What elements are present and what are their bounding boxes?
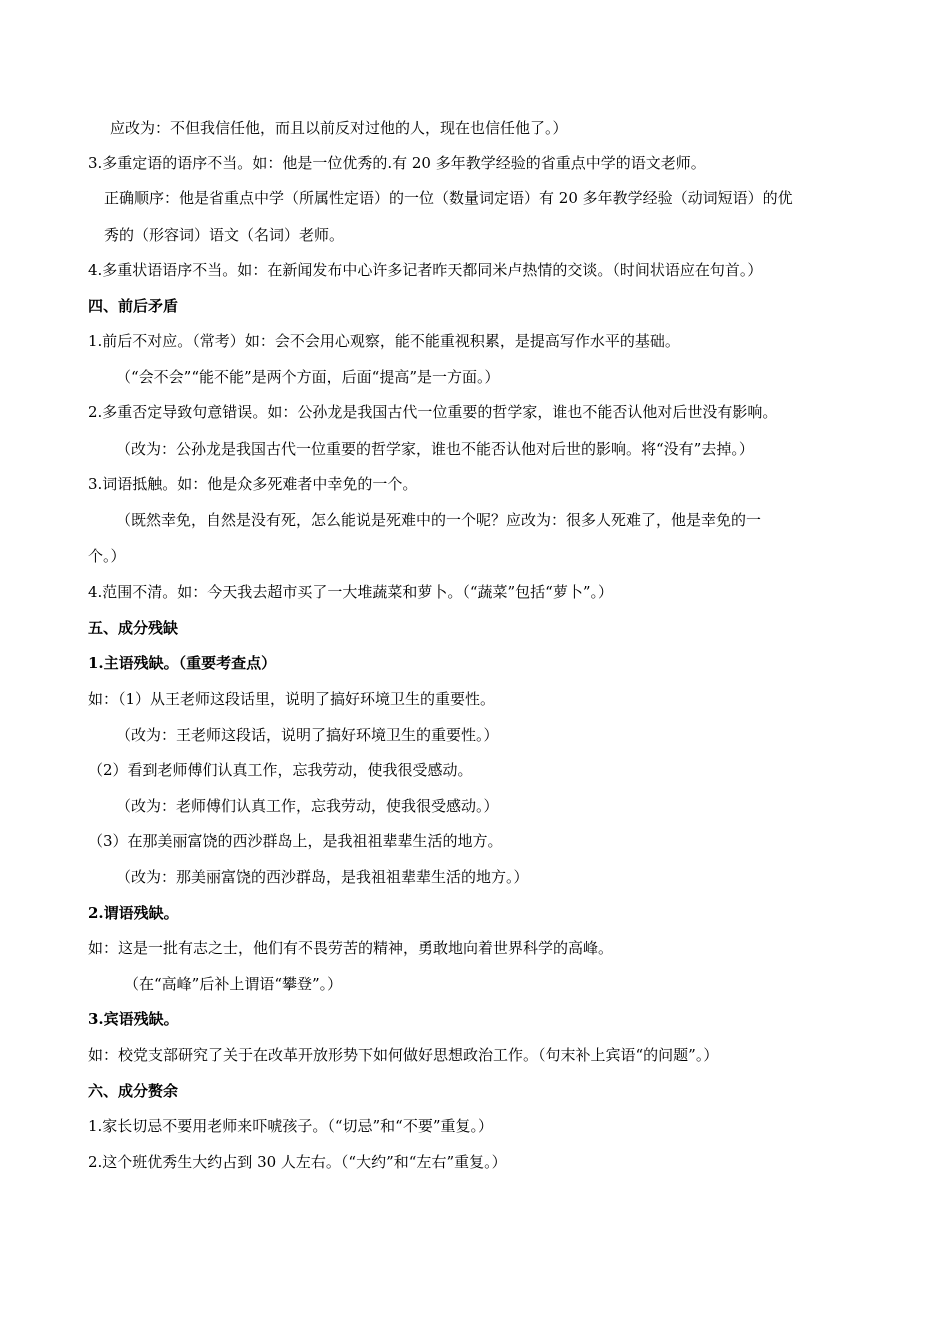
text-line: （3）在那美丽富饶的西沙群岛上，是我祖祖辈辈生活的地方。 [88,832,503,850]
section-heading: 六、成分赘余 [88,1082,179,1100]
text-line: （改为：老师傅们认真工作，忘我劳动，使我很受感动。） [116,797,499,815]
text-line: 正确顺序：他是省重点中学（所属性定语）的一位（数量词定语）有 20 多年教学经验（动词短语）的优 [104,189,793,207]
text-line: 如：这是一批有志之士，他们有不畏劳苦的精神，勇敢地向着世界科学的高峰。 [88,939,614,957]
text-line: 秀的（形容词）语文（名词）老师。 [104,226,345,244]
section-heading: 四、前后矛盾 [88,297,179,315]
text-line: 如：（1）从王老师这段话里，说明了搞好环境卫生的重要性。 [88,690,496,708]
section-heading: 五、成分残缺 [88,619,179,637]
text-line: （“会不会”“能不能”是两个方面，后面“提高”是一方面。） [116,368,500,386]
text-line: 4.范围不清。如：今天我去超市买了一大堆蔬菜和萝卜。（“蔬菜”包括“萝卜”。） [88,583,613,601]
text-line: （2）看到老师傅们认真工作，忘我劳动，使我很受感动。 [88,761,473,779]
text-line: 如：校党支部研究了关于在改革开放形势下如何做好思想政治工作。（句末补上宾语“的问题”。） [88,1046,719,1064]
text-line: （在“高峰”后补上谓语“攀登”。） [124,975,343,993]
text-line: 1.前后不对应。（常考）如：会不会用心观察，能不能重视积累，是提高写作水平的基础。 [88,332,680,350]
text-line: 个。） [88,547,126,565]
subsection-heading: 3.宾语残缺。 [88,1010,179,1028]
text-line: （改为：公孙龙是我国古代一位重要的哲学家，谁也不能否认他对后世的影响。将“没有”去掉。） [116,440,754,458]
text-line: 4.多重状语语序不当。如：在新闻发布中心许多记者昨天都同米卢热情的交谈。（时间状语应在句首。） [88,261,763,279]
text-line: 3.词语抵触。如：他是众多死难者中幸免的一个。 [88,475,418,493]
text-line: （改为：王老师这段话，说明了搞好环境卫生的重要性。） [116,726,499,744]
text-line: 3.多重定语的语序不当。如：他是一位优秀的.有 20 多年教学经验的省重点中学的语文老师。 [88,154,706,172]
subsection-heading: 1.主语残缺。（重要考查点） [88,654,277,672]
text-line: 1.家长切忌不要用老师来吓唬孩子。（“切忌”和“不要”重复。） [88,1117,493,1135]
subsection-heading: 2.谓语残缺。 [88,904,179,922]
text-line: 2.这个班优秀生大约占到 30 人左右。（“大约”和“左右”重复。） [88,1153,507,1171]
text-line: （改为：那美丽富饶的西沙群岛，是我祖祖辈辈生活的地方。） [116,868,529,886]
text-line: （既然幸免，自然是没有死，怎么能说是死难中的一个呢？应改为：很多人死难了，他是幸免的一 [116,511,762,529]
text-line: 2.多重否定导致句意错误。如：公孙龙是我国古代一位重要的哲学家，谁也不能否认他对后世没有影响。 [88,403,778,421]
text-line: 应改为：不但我信任他，而且以前反对过他的人，现在也信任他了。） [110,119,568,137]
